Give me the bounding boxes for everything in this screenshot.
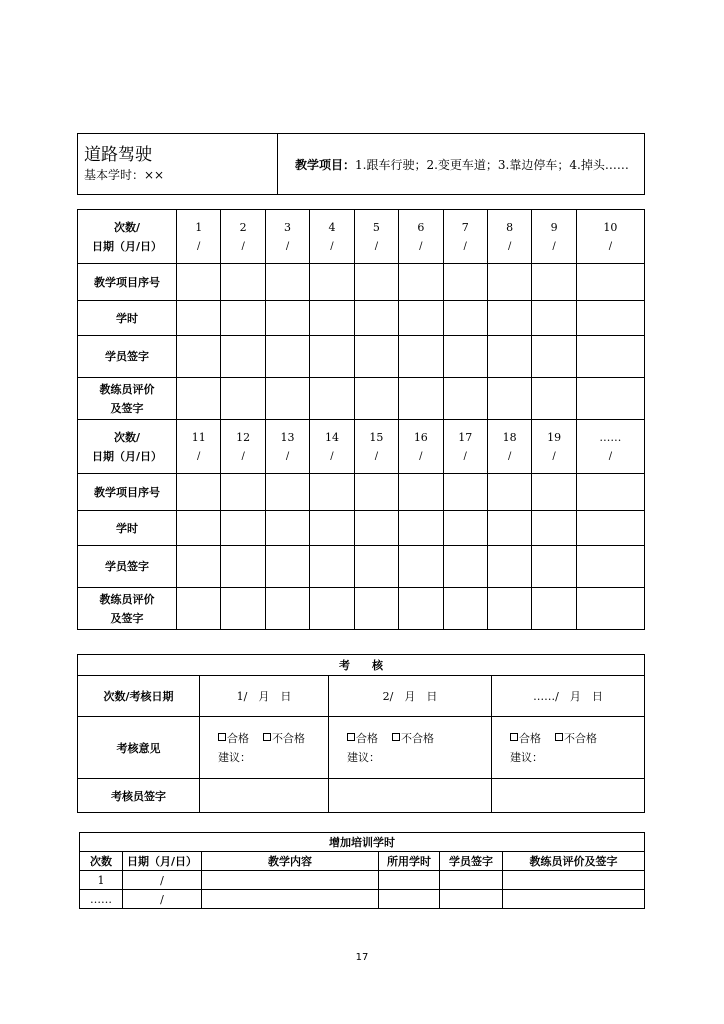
grid-input-cell[interactable] bbox=[576, 378, 644, 420]
grid-input-cell[interactable] bbox=[310, 264, 354, 301]
exam-date-3[interactable]: ……/ 月 日 bbox=[492, 676, 645, 717]
extra-col-student-sign: 学员签字 bbox=[440, 852, 503, 871]
fail-label: 不合格 bbox=[564, 731, 597, 745]
grid-input-cell[interactable] bbox=[265, 474, 309, 511]
grid-input-cell[interactable] bbox=[576, 301, 644, 336]
grid-input-cell[interactable] bbox=[177, 474, 221, 511]
coach-eval-label-line1: 教练员评价 bbox=[99, 592, 155, 606]
grid-input-cell[interactable] bbox=[399, 588, 443, 630]
grid-input-cell[interactable] bbox=[265, 264, 309, 301]
examiner-sign-label: 考核员签字 bbox=[78, 779, 200, 813]
session-number: 2 bbox=[239, 220, 247, 234]
grid-input-cell[interactable] bbox=[532, 301, 576, 336]
date-slash: / bbox=[419, 240, 423, 252]
grid-input-cell[interactable] bbox=[221, 511, 265, 546]
grid-input-cell[interactable] bbox=[532, 378, 576, 420]
coach-eval-label-line1: 教练员评价 bbox=[99, 382, 155, 396]
exam-date-label: 次数/考核日期 bbox=[78, 676, 200, 717]
exam-table bbox=[77, 654, 645, 813]
grid-input-cell[interactable] bbox=[399, 301, 443, 336]
grid-input-cell[interactable] bbox=[443, 301, 487, 336]
date-slash: / bbox=[330, 450, 334, 462]
row-label: 学员签字 bbox=[78, 546, 177, 588]
grid-input-cell[interactable] bbox=[221, 301, 265, 336]
examiner-sign-2[interactable] bbox=[329, 779, 492, 813]
row-label: 教学项目序号 bbox=[78, 264, 177, 301]
grid-input-cell[interactable] bbox=[310, 301, 354, 336]
grid-input-cell[interactable] bbox=[310, 511, 354, 546]
session-date-cell[interactable] bbox=[532, 420, 576, 474]
date-slash: / bbox=[552, 450, 556, 462]
date-slash: / bbox=[197, 450, 201, 462]
date-label: 日期（月/日） bbox=[91, 239, 163, 253]
grid-row bbox=[78, 378, 645, 420]
grid-input-cell[interactable] bbox=[399, 511, 443, 546]
date-slash: / bbox=[463, 450, 467, 462]
session-date-cell[interactable] bbox=[221, 420, 265, 474]
count-label: 次数/ bbox=[113, 430, 141, 444]
fail-label: 不合格 bbox=[401, 731, 434, 745]
grid-row bbox=[78, 511, 645, 546]
extra-row-coach-sign[interactable] bbox=[503, 871, 645, 890]
session-date-cell[interactable] bbox=[532, 210, 576, 264]
grid-input-cell[interactable] bbox=[310, 378, 354, 420]
session-header-row bbox=[78, 210, 645, 264]
session-date-cell[interactable] bbox=[354, 210, 398, 264]
grid-input-cell[interactable] bbox=[354, 264, 398, 301]
suggest-label: 建议： bbox=[218, 750, 251, 764]
count-date-label bbox=[78, 210, 177, 264]
count-label: 次数/ bbox=[113, 220, 141, 234]
extra-training-title: 增加培训学时 bbox=[80, 833, 645, 852]
extra-row-content[interactable] bbox=[202, 871, 379, 890]
session-date-cell[interactable] bbox=[399, 420, 443, 474]
session-date-cell[interactable] bbox=[177, 420, 221, 474]
date-slash: / bbox=[285, 450, 290, 462]
grid-input-cell[interactable] bbox=[399, 264, 443, 301]
count-date-label bbox=[78, 420, 177, 474]
session-number: 3 bbox=[284, 220, 292, 234]
grid-input-cell[interactable] bbox=[487, 546, 531, 588]
session-number: 15 bbox=[369, 430, 384, 444]
grid-input-cell[interactable] bbox=[310, 474, 354, 511]
pass-label: 合格 bbox=[227, 731, 249, 745]
grid-input-cell[interactable] bbox=[221, 546, 265, 588]
date-slash: / bbox=[608, 240, 613, 252]
session-date-cell[interactable] bbox=[443, 210, 487, 264]
extra-row-date[interactable]: / bbox=[123, 871, 202, 890]
grid-input-cell[interactable] bbox=[310, 336, 354, 378]
date-slash: / bbox=[552, 240, 556, 252]
extra-row-content[interactable] bbox=[202, 890, 379, 909]
exam-opinion-3[interactable] bbox=[492, 717, 645, 779]
grid-input-cell[interactable] bbox=[487, 588, 531, 630]
grid-row bbox=[78, 264, 645, 301]
pass-checkbox[interactable] bbox=[347, 733, 355, 741]
exam-title: 考 核 bbox=[78, 655, 645, 676]
grid-input-cell[interactable] bbox=[221, 474, 265, 511]
grid-input-cell[interactable] bbox=[399, 336, 443, 378]
fail-checkbox[interactable] bbox=[263, 733, 271, 741]
extra-row-hours[interactable] bbox=[379, 890, 440, 909]
grid-input-cell[interactable] bbox=[532, 588, 576, 630]
session-number: 12 bbox=[236, 430, 251, 444]
grid-input-cell[interactable] bbox=[177, 378, 221, 420]
grid-input-cell[interactable] bbox=[576, 588, 644, 630]
teaching-projects-text: 1.跟车行驶；2.变更车道；3.靠边停车；4.掉头…… bbox=[355, 157, 629, 172]
module-header bbox=[77, 133, 645, 195]
grid-input-cell[interactable] bbox=[487, 336, 531, 378]
grid-input-cell[interactable] bbox=[487, 264, 531, 301]
exam-opinion-1[interactable] bbox=[200, 717, 329, 779]
grid-input-cell[interactable] bbox=[532, 546, 576, 588]
grid-input-cell[interactable] bbox=[354, 378, 398, 420]
session-number: 17 bbox=[458, 430, 473, 444]
extra-col-hours: 所用学时 bbox=[379, 852, 440, 871]
training-record-grid bbox=[77, 209, 645, 630]
session-number: 16 bbox=[413, 430, 428, 444]
grid-input-cell[interactable] bbox=[221, 378, 265, 420]
date-slash: / bbox=[374, 240, 379, 252]
exam-opinion-2[interactable] bbox=[329, 717, 492, 779]
session-number: 13 bbox=[280, 430, 295, 444]
basic-hours: 基本学时：×× bbox=[84, 168, 165, 182]
session-number: 19 bbox=[547, 430, 562, 444]
module-title: 道路驾驶 bbox=[84, 145, 152, 165]
grid-input-cell[interactable] bbox=[354, 301, 398, 336]
module-title-cell bbox=[78, 134, 278, 195]
extra-row-date[interactable]: / bbox=[123, 890, 202, 909]
session-number: 1 bbox=[195, 220, 203, 234]
session-date-cell[interactable] bbox=[443, 420, 487, 474]
grid-input-cell[interactable] bbox=[443, 378, 487, 420]
suggest-label: 建议： bbox=[347, 750, 380, 764]
date-slash: / bbox=[463, 240, 467, 252]
grid-input-cell[interactable] bbox=[443, 546, 487, 588]
fail-checkbox[interactable] bbox=[555, 733, 563, 741]
grid-input-cell[interactable] bbox=[354, 336, 398, 378]
fail-label: 不合格 bbox=[272, 731, 305, 745]
session-number: 11 bbox=[191, 430, 206, 444]
exam-date-2[interactable]: 2/ 月 日 bbox=[329, 676, 492, 717]
coach-eval-label bbox=[78, 588, 177, 630]
date-slash: / bbox=[285, 240, 290, 252]
session-date-cell[interactable] bbox=[487, 420, 531, 474]
date-slash: / bbox=[374, 450, 379, 462]
grid-input-cell[interactable] bbox=[443, 336, 487, 378]
grid-input-cell[interactable] bbox=[532, 336, 576, 378]
session-date-cell[interactable] bbox=[310, 420, 354, 474]
grid-input-cell[interactable] bbox=[487, 378, 531, 420]
date-label: 日期（月/日） bbox=[91, 449, 163, 463]
grid-input-cell[interactable] bbox=[399, 378, 443, 420]
exam-date-1[interactable]: 1/ 月 日 bbox=[200, 676, 329, 717]
page-number: 17 bbox=[355, 952, 369, 963]
session-number: 14 bbox=[324, 430, 339, 444]
grid-input-cell[interactable] bbox=[221, 264, 265, 301]
session-date-cell[interactable] bbox=[576, 420, 644, 474]
teaching-projects-label: 教学项目： bbox=[295, 157, 356, 172]
row-label: 学时 bbox=[78, 511, 177, 546]
grid-input-cell[interactable] bbox=[487, 474, 531, 511]
session-date-cell[interactable] bbox=[576, 210, 644, 264]
pass-checkbox[interactable] bbox=[218, 733, 226, 741]
session-number: 10 bbox=[603, 220, 618, 234]
grid-input-cell[interactable] bbox=[443, 474, 487, 511]
examiner-sign-1[interactable] bbox=[200, 779, 329, 813]
session-number: 8 bbox=[506, 220, 514, 234]
extra-row-hours[interactable] bbox=[379, 871, 440, 890]
extra-row-student-sign[interactable] bbox=[440, 890, 503, 909]
grid-input-cell[interactable] bbox=[576, 264, 644, 301]
grid-input-cell[interactable] bbox=[265, 511, 309, 546]
grid-input-cell[interactable] bbox=[532, 474, 576, 511]
grid-input-cell[interactable] bbox=[265, 588, 309, 630]
date-slash: / bbox=[507, 450, 512, 462]
session-number: 9 bbox=[550, 220, 558, 234]
grid-row bbox=[78, 301, 645, 336]
pass-label: 合格 bbox=[356, 731, 378, 745]
date-slash: / bbox=[330, 240, 334, 252]
grid-input-cell[interactable] bbox=[487, 511, 531, 546]
grid-row bbox=[78, 336, 645, 378]
extra-row-count: …… bbox=[80, 890, 123, 909]
grid-row bbox=[78, 588, 645, 630]
grid-row bbox=[78, 474, 645, 511]
grid-input-cell[interactable] bbox=[443, 588, 487, 630]
session-date-cell[interactable] bbox=[265, 210, 309, 264]
extra-col-coach-sign: 教练员评价及签字 bbox=[503, 852, 645, 871]
grid-input-cell[interactable] bbox=[354, 546, 398, 588]
date-slash: / bbox=[241, 450, 245, 462]
session-number: 5 bbox=[372, 220, 380, 234]
session-header-row bbox=[78, 420, 645, 474]
session-date-cell[interactable] bbox=[354, 420, 398, 474]
grid-input-cell[interactable] bbox=[177, 588, 221, 630]
session-number: …… bbox=[599, 430, 622, 444]
date-slash: / bbox=[419, 450, 423, 462]
session-date-cell[interactable] bbox=[177, 210, 221, 264]
examiner-sign-3[interactable] bbox=[492, 779, 645, 813]
grid-input-cell[interactable] bbox=[487, 301, 531, 336]
session-date-cell[interactable] bbox=[310, 210, 354, 264]
grid-input-cell[interactable] bbox=[354, 474, 398, 511]
date-slash: / bbox=[197, 240, 201, 252]
grid-input-cell[interactable] bbox=[265, 336, 309, 378]
grid-input-cell[interactable] bbox=[221, 336, 265, 378]
grid-input-cell[interactable] bbox=[310, 588, 354, 630]
extra-row-coach-sign[interactable] bbox=[503, 890, 645, 909]
date-slash: / bbox=[241, 240, 245, 252]
grid-input-cell[interactable] bbox=[265, 378, 309, 420]
grid-input-cell[interactable] bbox=[399, 474, 443, 511]
grid-input-cell[interactable] bbox=[443, 264, 487, 301]
suggest-label: 建议： bbox=[510, 750, 543, 764]
grid-input-cell[interactable] bbox=[177, 264, 221, 301]
session-number: 6 bbox=[417, 220, 425, 234]
fail-checkbox[interactable] bbox=[392, 733, 400, 741]
session-date-cell[interactable] bbox=[265, 420, 309, 474]
pass-label: 合格 bbox=[519, 731, 541, 745]
grid-input-cell[interactable] bbox=[576, 474, 644, 511]
session-number: 18 bbox=[502, 430, 517, 444]
exam-opinion-label: 考核意见 bbox=[78, 717, 200, 779]
grid-input-cell[interactable] bbox=[532, 264, 576, 301]
grid-input-cell[interactable] bbox=[177, 511, 221, 546]
grid-input-cell[interactable] bbox=[265, 546, 309, 588]
extra-col-count: 次数 bbox=[80, 852, 123, 871]
coach-eval-label-line2: 及签字 bbox=[110, 401, 144, 415]
grid-input-cell[interactable] bbox=[443, 511, 487, 546]
extra-col-date: 日期（月/日） bbox=[123, 852, 202, 871]
extra-col-content: 教学内容 bbox=[202, 852, 379, 871]
grid-input-cell[interactable] bbox=[265, 301, 309, 336]
row-label: 学员签字 bbox=[78, 336, 177, 378]
session-number: 7 bbox=[461, 220, 469, 234]
extra-row-student-sign[interactable] bbox=[440, 871, 503, 890]
grid-input-cell[interactable] bbox=[177, 301, 221, 336]
extra-row-count: 1 bbox=[80, 871, 123, 890]
session-number: 4 bbox=[328, 220, 336, 234]
coach-eval-label bbox=[78, 378, 177, 420]
date-slash: / bbox=[507, 240, 512, 252]
row-label: 学时 bbox=[78, 301, 177, 336]
grid-input-cell[interactable] bbox=[576, 511, 644, 546]
grid-input-cell[interactable] bbox=[399, 546, 443, 588]
grid-input-cell[interactable] bbox=[532, 511, 576, 546]
extra-training-table bbox=[79, 832, 645, 909]
teaching-projects-cell bbox=[278, 134, 645, 195]
grid-input-cell[interactable] bbox=[310, 546, 354, 588]
grid-input-cell[interactable] bbox=[354, 511, 398, 546]
grid-input-cell[interactable] bbox=[576, 546, 644, 588]
date-slash: / bbox=[608, 450, 613, 462]
session-date-cell[interactable] bbox=[221, 210, 265, 264]
grid-input-cell[interactable] bbox=[177, 336, 221, 378]
row-label: 教学项目序号 bbox=[78, 474, 177, 511]
grid-input-cell[interactable] bbox=[354, 588, 398, 630]
grid-row bbox=[78, 546, 645, 588]
session-date-cell[interactable] bbox=[487, 210, 531, 264]
session-date-cell[interactable] bbox=[399, 210, 443, 264]
grid-input-cell[interactable] bbox=[177, 546, 221, 588]
coach-eval-label-line2: 及签字 bbox=[110, 611, 144, 625]
grid-input-cell[interactable] bbox=[221, 588, 265, 630]
pass-checkbox[interactable] bbox=[510, 733, 518, 741]
grid-input-cell[interactable] bbox=[576, 336, 644, 378]
